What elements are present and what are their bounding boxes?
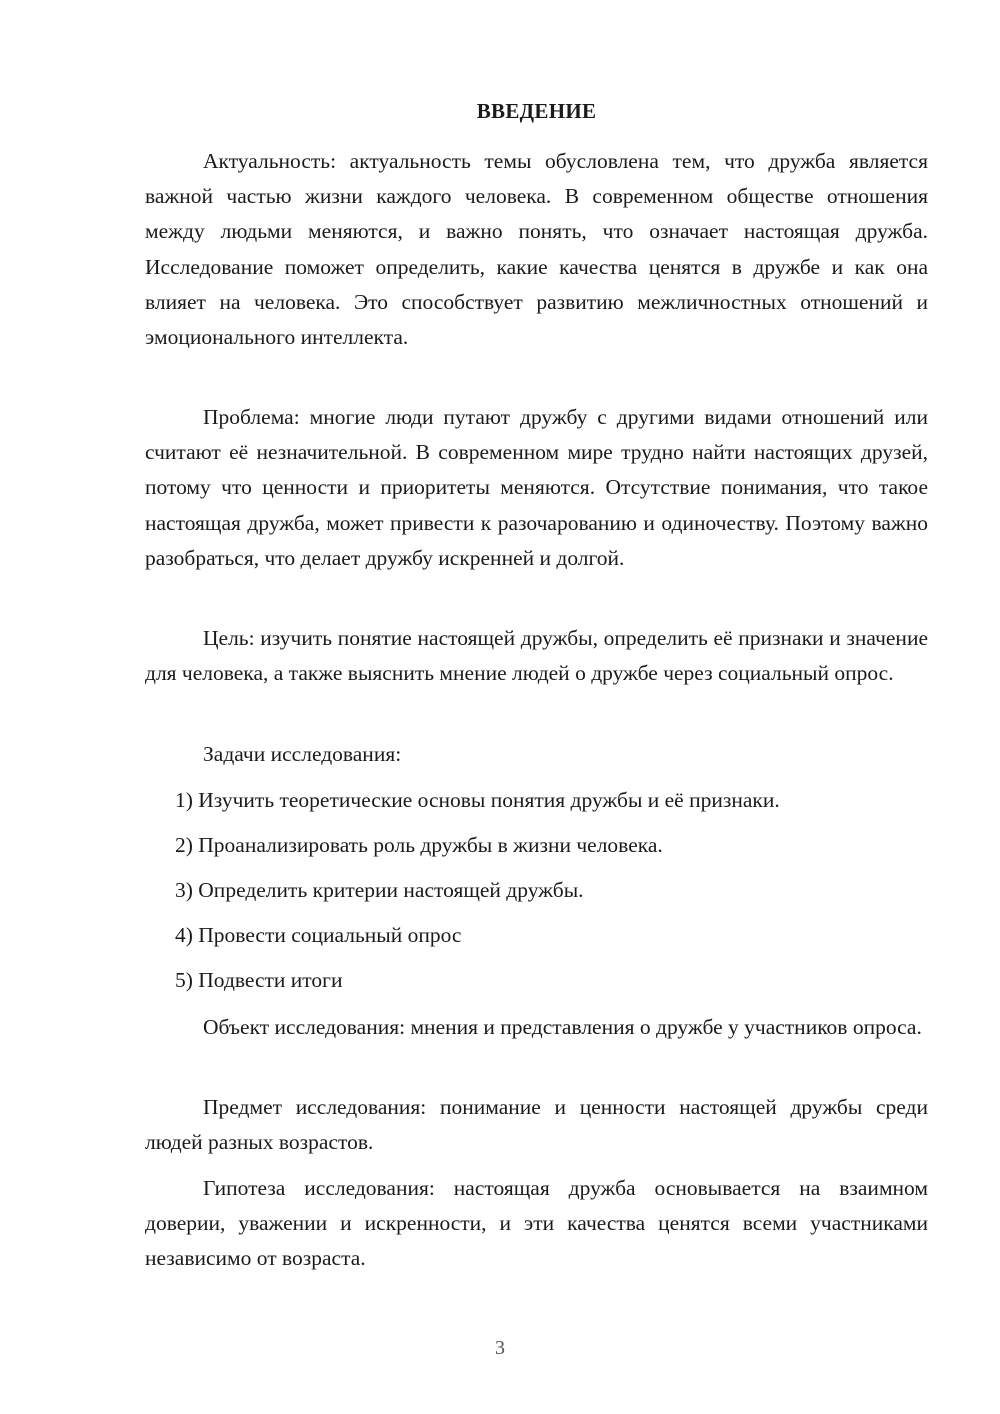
problem-paragraph: Проблема: многие люди путают дружбу с другими видами отношений или считают её незначительной. В современном мире трудно найти настоящих друзей, потому что ценности и приоритеты меняются. Отсутствие понимания, что такое настоящая дружба, может привести к разочарованию и одиночеству. Поэтому важно разобраться, что делает дружбу искренней и долгой. [145,405,928,570]
subject-paragraph: Предмет исследования: понимание и ценности настоящей дружбы среди людей разных возрастов. [145,1095,928,1155]
section-title: ВВЕДЕНИЕ [476,99,597,123]
tasks-heading: Задачи исследования: [203,742,402,766]
task-item-5: 5) Подвести итоги [175,968,343,992]
relevance-paragraph: Актуальность: актуальность темы обусловлена тем, что дружба является важной частью жизни каждого человека. В современном обществе отношения между людьми меняются, и важно понять, что означает настоящая дружба. Исследование поможет определить, какие качества ценятся в дружбе и как она влияет на человека. Это способствует развитию межличностных отношений и эмоционального интеллекта. [145,149,928,350]
task-item-2: 2) Проанализировать роль дружбы в жизни человека. [175,833,663,857]
hypothesis-paragraph: Гипотеза исследования: настоящая дружба основывается на взаимном доверии, уважении и искренности, и эти качества ценятся всеми участниками независимо от возраста. [145,1176,928,1271]
goal-paragraph: Цель: изучить понятие настоящей дружбы, определить её признаки и значение для человека, а также выяснить мнение людей о дружбе через социальный опрос. [145,626,928,686]
task-item-4: 4) Провести социальный опрос [175,923,462,947]
task-item-1: 1) Изучить теоретические основы понятия дружбы и её признаки. [175,788,780,812]
task-item-3: 3) Определить критерии настоящей дружбы. [175,878,584,902]
object-paragraph: Объект исследования: мнения и представления о дружбе у участников опроса. [203,1015,922,1039]
page-number: 3 [495,1337,505,1359]
